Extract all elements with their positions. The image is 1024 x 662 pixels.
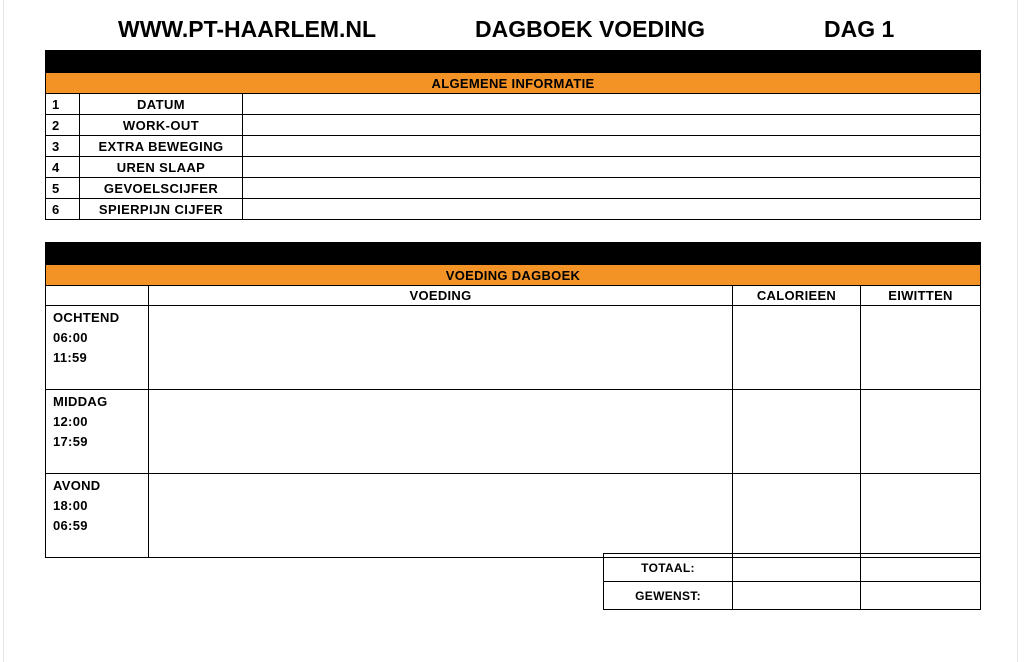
table-row [46,136,981,157]
food-entry-cell[interactable] [149,306,733,390]
table-row [46,199,981,220]
section-title: ALGEMENE INFORMATIE [46,73,981,94]
date-entry-cell[interactable] [243,94,981,115]
desired-label: GEWENST: [604,582,733,610]
food-entry-cell[interactable] [149,390,733,474]
document-title: DAGBOEK VOEDING [475,16,706,42]
desired-calories-cell[interactable] [733,582,861,610]
calories-entry-cell[interactable] [733,390,861,474]
meal-name: MIDDAG [53,394,108,409]
black-bar [46,51,981,73]
protein-entry-cell[interactable] [861,390,981,474]
muscle-soreness-entry-cell[interactable] [243,199,981,220]
meal-time-cell [46,390,149,474]
sleep-hours-entry-cell[interactable] [243,157,981,178]
total-calories-cell[interactable] [733,554,861,582]
section-header [46,73,981,94]
mood-score-entry-cell[interactable] [243,178,981,199]
row-label: GEVOELSCIJFER [80,178,243,199]
table-row [46,94,981,115]
column-header-calories: CALORIEEN [733,286,861,306]
row-label: WORK-OUT [80,115,243,136]
row-number: 2 [46,115,80,136]
meal-start-time: 06:00 [53,330,88,345]
protein-entry-cell[interactable] [861,306,981,390]
workout-entry-cell[interactable] [243,115,981,136]
calories-entry-cell[interactable] [733,306,861,390]
document-header [0,14,1024,46]
column-header-protein: EIWITTEN [861,286,981,306]
protein-entry-cell[interactable] [861,474,981,558]
meal-end-time: 11:59 [53,350,88,365]
table-row [46,178,981,199]
meal-time-cell [46,306,149,390]
desired-row [604,582,981,610]
row-number: 4 [46,157,80,178]
general-info-table [45,50,981,220]
food-diary-table [45,242,981,558]
calories-entry-cell[interactable] [733,474,861,558]
day-label: DAG 1 [824,16,895,42]
meal-row-morning [46,306,981,390]
food-entry-cell[interactable] [149,474,733,558]
meal-name: AVOND [53,478,101,493]
meal-end-time: 17:59 [53,434,88,449]
column-header-food: VOEDING [149,286,733,306]
meal-name: OCHTEND [53,310,120,325]
blank-header-cell [46,286,149,306]
row-number: 1 [46,94,80,115]
row-number: 5 [46,178,80,199]
totals-table [603,553,981,610]
row-label: EXTRA BEWEGING [80,136,243,157]
section-title: VOEDING DAGBOEK [46,265,981,286]
black-bar [46,243,981,265]
column-headers [46,286,981,306]
total-protein-cell[interactable] [861,554,981,582]
meal-end-time: 06:59 [53,518,88,533]
extra-exercise-entry-cell[interactable] [243,136,981,157]
row-label: DATUM [80,94,243,115]
table-row [46,115,981,136]
website-url: WWW.PT-HAARLEM.NL [118,16,377,42]
meal-start-time: 12:00 [53,414,88,429]
section-header [46,265,981,286]
meal-start-time: 18:00 [53,498,88,513]
total-label: TOTAAL: [604,554,733,582]
row-label: SPIERPIJN CIJFER [80,199,243,220]
meal-row-evening [46,474,981,558]
row-number: 6 [46,199,80,220]
meal-time-cell [46,474,149,558]
total-row [604,554,981,582]
table-row [46,157,981,178]
desired-protein-cell[interactable] [861,582,981,610]
row-number: 3 [46,136,80,157]
row-label: UREN SLAAP [80,157,243,178]
meal-row-afternoon [46,390,981,474]
